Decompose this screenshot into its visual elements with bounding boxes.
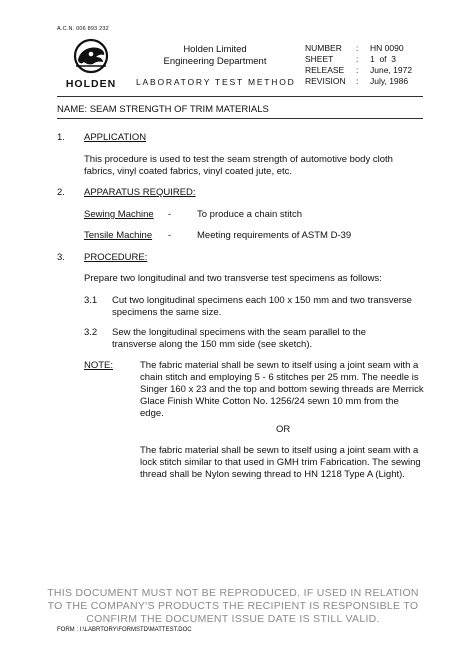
meta-row: RELEASE : June, 1972 — [305, 65, 413, 75]
meta-key: NUMBER — [305, 43, 342, 53]
document-meta — [305, 43, 412, 87]
apparatus-description: Meeting requirements of ASTM D-39 — [197, 230, 352, 241]
meta-key: REVISION — [305, 76, 346, 86]
meta-row: REVISION : July, 1986 — [305, 76, 409, 86]
document-type: LABORATORY TEST METHOD — [136, 77, 296, 87]
meta-key: RELEASE — [305, 65, 345, 75]
document-title: NAME: SEAM STRENGTH OF TRIM MATERIALS — [57, 104, 269, 115]
meta-row: NUMBER : HN 0090 — [305, 43, 404, 53]
section-2-heading: APPARATUS REQUIRED: — [84, 187, 196, 198]
company-name: Holden Limited — [183, 44, 247, 55]
meta-value: July, 1986 — [370, 76, 409, 86]
section-3-heading: PROCEDURE: — [84, 252, 148, 263]
company-block — [160, 44, 270, 68]
apparatus-name: Sewing Machine — [84, 209, 154, 220]
divider-top — [57, 96, 423, 97]
meta-row: SHEET : 1 of 3 — [305, 54, 396, 64]
step-number: 3.1 — [84, 295, 98, 306]
note-label: NOTE: — [84, 360, 114, 371]
divider-title — [57, 118, 423, 119]
step-number: 3.2 — [84, 327, 98, 338]
section-3-number: 3. — [57, 252, 65, 263]
step-text: Cut two longitudinal specimens each 100 x 150 mm and two transverse specimens the same size. — [112, 295, 412, 318]
form-path: FORM : I:\LABRTORY\FORMSTD\MATTEST.DOC — [57, 627, 192, 633]
note-or: OR — [276, 424, 291, 435]
acn-number: A.C.N. 006 893 232 — [57, 26, 109, 32]
department-name: Engineering Department — [163, 56, 267, 67]
section-1-body: This procedure is used to test the seam strength of automotive body cloth fabrics, vinyl coated fabrics, vinyl coated jute, etc. — [84, 154, 393, 177]
procedure-intro: Prepare two longitudinal and two transverse test specimens as follows: — [84, 273, 382, 284]
apparatus-name: Tensile Machine — [84, 230, 153, 241]
section-1-number: 1. — [57, 132, 65, 143]
apparatus-dash: - — [168, 230, 172, 241]
meta-key: SHEET — [305, 54, 334, 64]
section-1-heading: APPLICATION — [84, 132, 147, 143]
holden-wordmark: HOLDEN — [65, 78, 117, 90]
apparatus-dash: - — [168, 209, 172, 220]
reproduction-notice: THIS DOCUMENT MUST NOT BE REPRODUCED. IF USED IN RELATION TO THE COMPANY'S PRODUCTS THE RECIPIENT IS RESPONSIBLE TO CONFIRM THE DOCUMENT ISSUE DATE IS STILL VALID. — [47, 587, 419, 625]
apparatus-description: To produce a chain stitch — [197, 209, 303, 220]
step-text: Sew the longitudinal specimens with the seam parallel to the transverse along the 150 mm side (see sketch). — [112, 327, 367, 350]
section-2-number: 2. — [57, 187, 65, 198]
note-text-lock-stitch: The fabric material shall be sewn to itself using a joint seam with a lock stitch similar to that used in GMH trim Fabrication. The sewing thread shall be Nylon sewing thread to HN 1218 Type A (Light). — [140, 445, 421, 480]
meta-value: June, 1972 — [370, 65, 413, 75]
note-text-chain-stitch: The fabric material shall be sewn to itself using a joint seam with a chain stitch and employing 5 - 6 stitches per 25 mm. The needle is Singer 160 x 23 and the top and bottom sewing threads are Merrick Glace Finish White Cotton No. 1256/24 sewn 10 mm from the edge. — [140, 360, 424, 419]
meta-value: HN 0090 — [370, 43, 404, 53]
meta-value: 1 of 3 — [370, 54, 396, 64]
